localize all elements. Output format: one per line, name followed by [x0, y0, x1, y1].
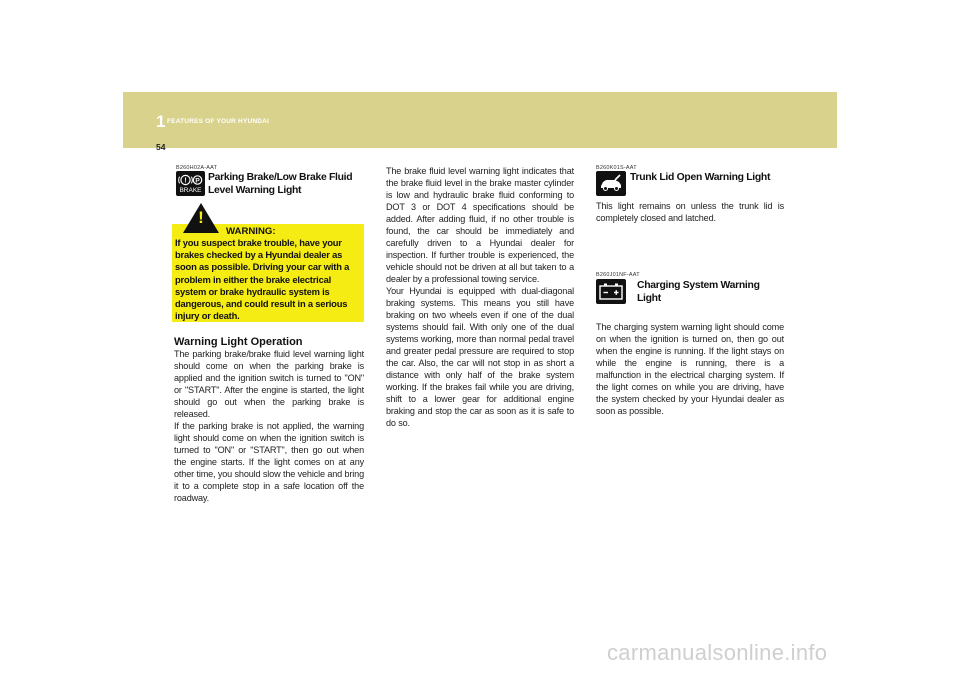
svg-text:!: !: [184, 177, 187, 185]
watermark: carmanualsonline.info: [607, 640, 828, 665]
warning-title: WARNING:: [226, 226, 276, 237]
paragraph: Your Hyundai is equipped with dual-diagonal braking systems. This means you still have braking on two wheels even if one of the dual systems should fail. With only one of the dual systems working, more than normal pedal travel and greater pedal pressure are required to stop the car. Also, the car will not stop in as short a distance with only half of the brake system working. If the brakes fail while you are driving, shift to a lower gear for additional engine braking and stop the car as soon as it is safe to do so.: [386, 286, 574, 428]
paragraph: The brake fluid level warning light indicates that the brake fluid level in the brake master cylinder is low and hydraulic brake fluid conforming to DOT 3 or DOT 4 specifications should be added. After adding fluid, if no other trouble is found, the car should be immediately and carefully driven to a Hyundai dealer for inspection. If further trouble is experienced, the vehicle should not be driven at all but taken to a dealer by a professional towing service.: [386, 166, 574, 284]
section-title-line2: Level Warning Light: [208, 185, 302, 196]
chapter-number: 1: [156, 112, 166, 131]
charging-title-line2: Light: [637, 293, 661, 304]
col1-body: [174, 348, 364, 504]
trunk-open-icon: [596, 171, 626, 196]
trunk-text: This light remains on unless the trunk lid is completely closed and latched.: [596, 201, 784, 223]
section-code: B260K01S-AAT: [596, 165, 637, 171]
chapter-title: FEATURES OF YOUR HYUNDAI: [167, 118, 270, 125]
brake-icon-label: BRAKE: [179, 187, 202, 194]
trunk-title: Trunk Lid Open Warning Light: [630, 172, 771, 183]
paragraph: The parking brake/brake fluid level warning light should come on when the parking brake is applied and the ignition switch is turned to "ON" or "START". After the engine is started, the light should go out when the parking brake is released.: [174, 349, 364, 419]
section-code: B260J01NF-AAT: [596, 272, 640, 278]
brake-warning-icon: [176, 171, 205, 196]
section-code: B260H02A-AAT: [176, 165, 218, 171]
paragraph: If the parking brake is not applied, the warning light should come on when the ignition switch is turned to "ON" or "START", then go out when the engine starts. If the light comes on at any other time, you should slow the vehicle and bring it to a complete stop in a safe location off the roadway.: [174, 421, 364, 503]
col2-body: [386, 165, 574, 429]
svg-text:P: P: [195, 177, 200, 185]
exclamation-icon: !: [198, 208, 204, 227]
subheading: Warning Light Operation: [174, 336, 303, 348]
section-title-line1: Parking Brake/Low Brake Fluid: [208, 172, 353, 183]
page-number: 54: [156, 142, 166, 152]
charging-text: The charging system warning light should come on when the ignition is turned on, then go out when the engine is running. If the light stays on while the engine is running, there is a malfunction in the electrical charging system. If the light comes on while you are driving, have the system checked by your Hyundai dealer as soon as possible.: [596, 322, 784, 416]
charging-title-line1: Charging System Warning: [637, 280, 760, 291]
battery-icon: [596, 279, 626, 304]
warning-text: If you suspect brake trouble, have your brakes checked by a Hyundai dealer as soon as possible. Driving your car with a problem in either the brake electrical system or brake hydraulic system is dangerous, and could result in a serious injury or death.: [175, 237, 350, 322]
